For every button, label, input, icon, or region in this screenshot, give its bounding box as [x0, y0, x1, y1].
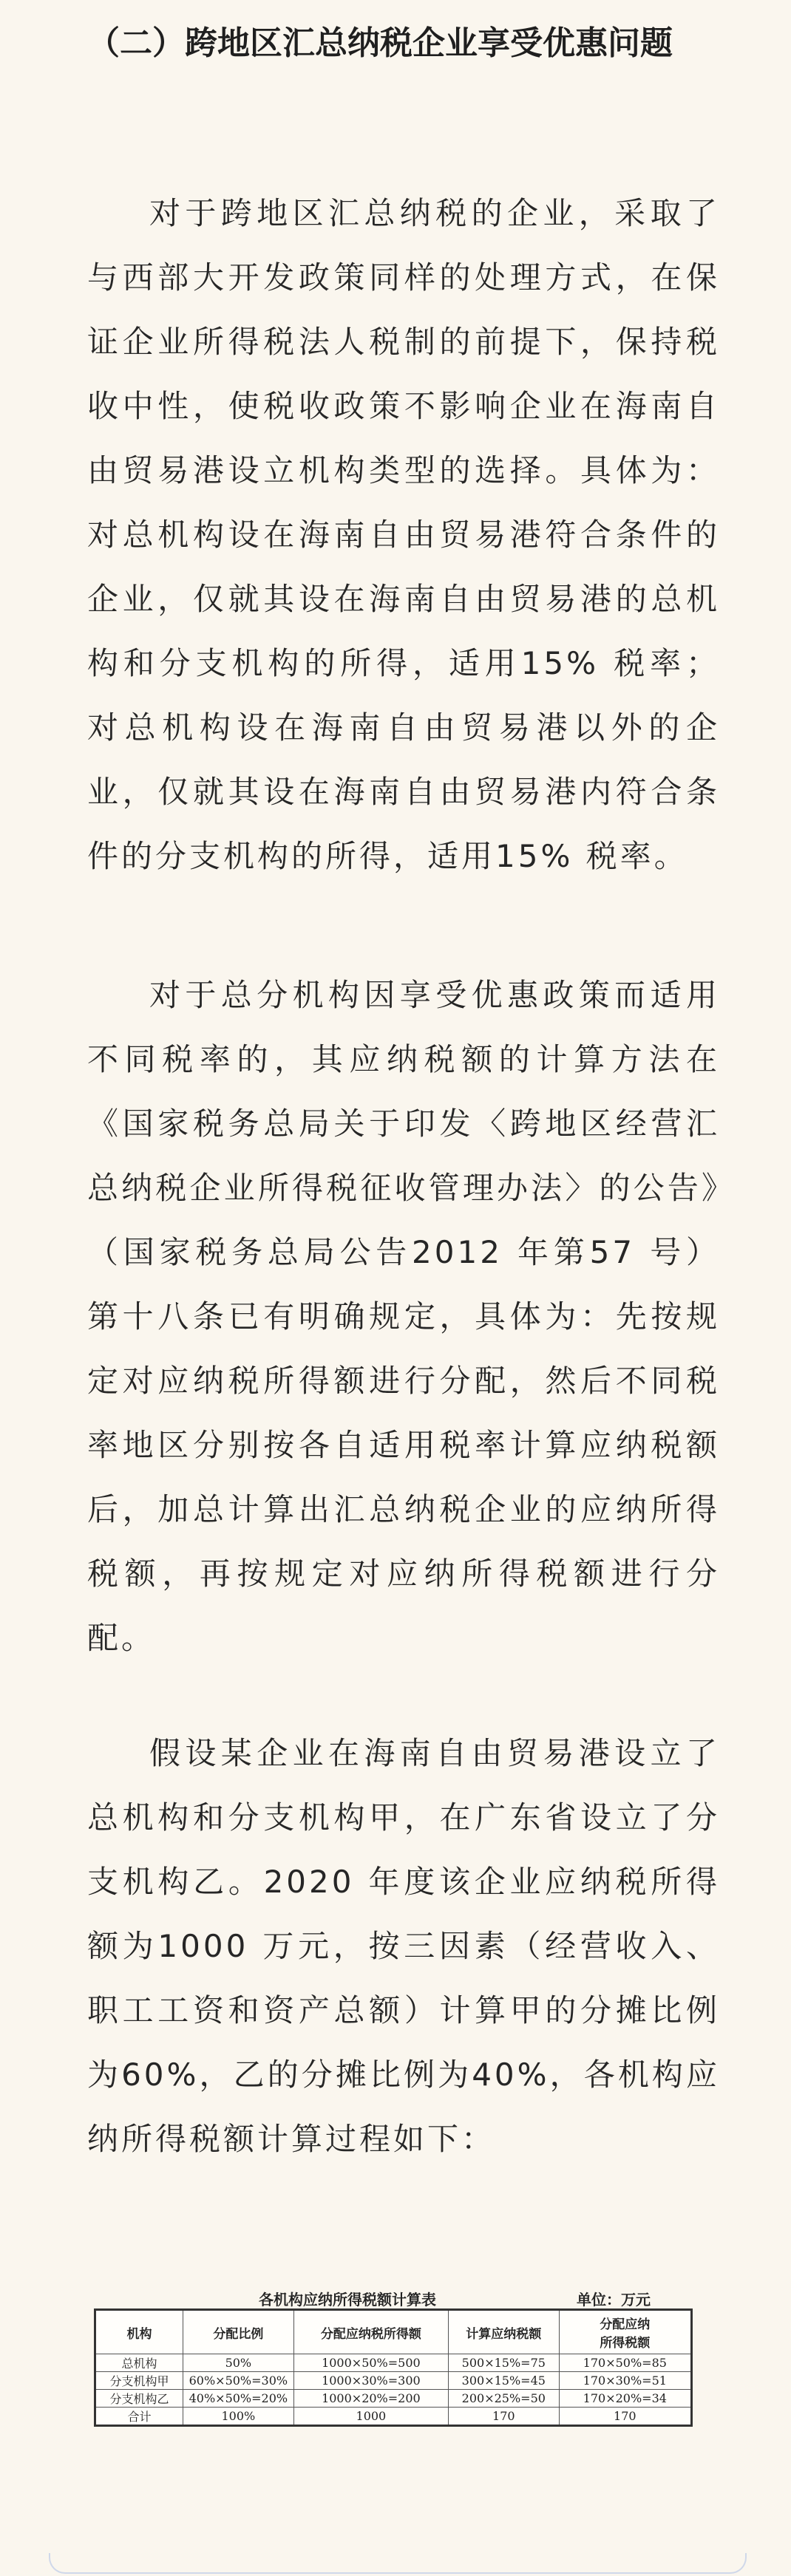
table-cell: 40%×50%=20%	[183, 2390, 293, 2408]
table-row	[95, 2408, 692, 2426]
table-cell: 50%	[183, 2354, 293, 2372]
table-cell: 合计	[95, 2408, 183, 2426]
table-cell: 1000×30%=300	[293, 2372, 448, 2390]
tax-calculation-table	[94, 2308, 693, 2427]
table-row	[95, 2354, 692, 2372]
table-cell: 分支机构乙	[95, 2390, 183, 2408]
table-cell: 1000×20%=200	[293, 2390, 448, 2408]
paragraph-1: 对于跨地区汇总纳税的企业，采取了与西部大开发政策同样的处理方式，在保证企业所得税法人税制的前提下，保持税收中性，使税收政策不影响企业在海南自由贸易港设立机构类型的选择。具体为：对总机构设在海南自由贸易港符合条件的企业，仅就其设在海南自由贸易港的总机构和分支机构的所得，适用15% 税率；对总机构设在海南自由贸易港以外的企业，仅就其设在海南自由贸易港内符合条件的分支机构的所得，适用15% 税率。	[87, 195, 720, 874]
table-cell: 300×15%=45	[448, 2372, 559, 2390]
table-cell: 1000	[293, 2408, 448, 2426]
table-row	[95, 2390, 692, 2408]
table-cell: 170	[559, 2408, 691, 2426]
header-cell: 分配应纳 所得税额	[559, 2310, 691, 2354]
card-frame-bottom	[49, 2553, 747, 2574]
table-title: 各机构应纳所得税额计算表	[259, 2291, 436, 2308]
header-cell: 计算应纳税额	[448, 2310, 559, 2354]
section-heading: （二）跨地区汇总纳税企业享受优惠问题	[87, 24, 673, 62]
table-unit: 单位：万元	[577, 2291, 651, 2308]
table-cell: 170	[448, 2408, 559, 2426]
table-cell: 500×15%=75	[448, 2354, 559, 2372]
header-cell: 分配比例	[183, 2310, 293, 2354]
paragraph-2: 对于总分机构因享受优惠政策而适用不同税率的，其应纳税额的计算方法在《国家税务总局关于印发〈跨地区经营汇总纳税企业所得税征收管理办法〉的公告》（国家税务总局公告2012 年第57 号）第十八条已有明确规定，具体为：先按规定对应纳税所得额进行分配，然后不同税率地区分别按各自适用税率计算应纳税额后，加总计算出汇总纳税企业的应纳所得税额，再按规定对应纳所得税额进行分配。	[87, 977, 720, 1656]
table-cell: 200×25%=50	[448, 2390, 559, 2408]
table-header-row	[95, 2310, 692, 2354]
table-cell: 60%×50%=30%	[183, 2372, 293, 2390]
table-row	[95, 2372, 692, 2390]
header-cell: 分配应纳税所得额	[293, 2310, 448, 2354]
table-cell: 170×20%=34	[559, 2390, 691, 2408]
table-cell: 总机构	[95, 2354, 183, 2372]
table-cell: 1000×50%=500	[293, 2354, 448, 2372]
table-cell: 170×30%=51	[559, 2372, 691, 2390]
header-cell: 机构	[95, 2310, 183, 2354]
table-cell: 100%	[183, 2408, 293, 2426]
paragraph-3: 假设某企业在海南自由贸易港设立了总机构和分支机构甲，在广东省设立了分支机构乙。2020 年度该企业应纳税所得额为1000 万元，按三因素（经营收入、职工工资和资产总额）计算甲的分摊比例为60%，乙的分摊比例为40%，各机构应纳所得税额计算过程如下：	[87, 1735, 720, 2157]
table-cell: 170×50%=85	[559, 2354, 691, 2372]
table-cell: 分支机构甲	[95, 2372, 183, 2390]
